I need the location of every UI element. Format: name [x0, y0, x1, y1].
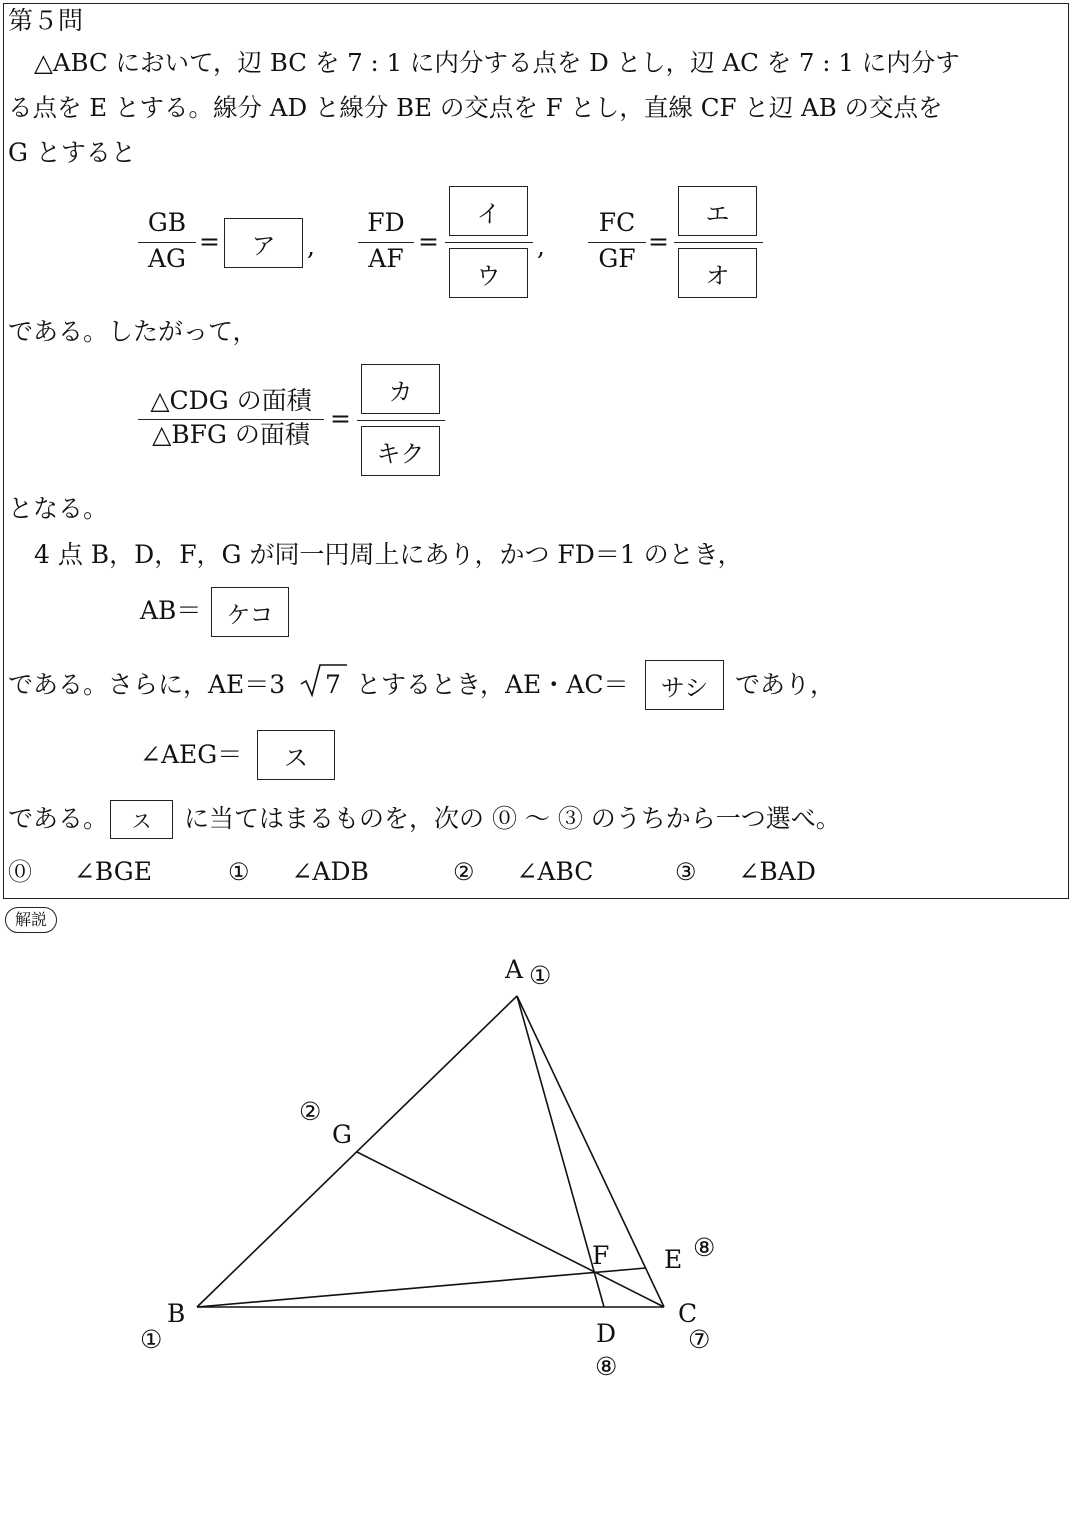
choice-text: ∠BGE	[73, 857, 152, 886]
fraction-denominator: AG	[147, 244, 187, 273]
point-label-b: B	[167, 1299, 186, 1328]
answer-box-su-reference: ス	[110, 800, 173, 839]
answer-box-kiku[interactable]: キク	[361, 426, 440, 476]
equals-sign: =	[648, 227, 669, 256]
paragraph-1-line-2: る点を E とする。線分 AD と線分 BE の交点を F とし，直線 CF と辺 AB の交点を	[8, 93, 943, 122]
fraction-bar	[358, 242, 414, 243]
fraction-fd-over-af	[356, 208, 416, 274]
fraction-numerator: △CDG の面積	[150, 386, 312, 415]
paragraph-3-pre: である。さらに，AE＝3	[8, 670, 286, 699]
ratio-label-a: ①	[529, 961, 552, 990]
point-label-c: C	[678, 1299, 698, 1328]
text-naru: となる。	[8, 494, 109, 523]
paragraph-1-line-3: G とすると	[8, 138, 136, 167]
segment-cg	[357, 1152, 664, 1307]
choice-3[interactable]	[675, 857, 816, 887]
choice-text: ∠ABC	[516, 857, 594, 886]
comma: ,	[307, 232, 315, 261]
answer-box-su[interactable]: ス	[257, 730, 335, 780]
ratio-label-b: ①	[140, 1325, 163, 1354]
answer-box-sashi[interactable]: サシ	[645, 660, 724, 710]
point-label-a: A	[505, 955, 524, 984]
text-therefore: である。したがって，	[8, 317, 258, 346]
segment-ab	[197, 996, 517, 1307]
fraction-numerator: GB	[147, 208, 187, 237]
sqrt-radicand: 7	[325, 670, 341, 699]
choice-0[interactable]	[8, 857, 152, 887]
ratio-label-c: ⑦	[688, 1325, 711, 1354]
choice-2[interactable]	[453, 857, 593, 887]
paragraph-4-pre: である。	[8, 804, 109, 833]
fraction-numerator: FD	[367, 208, 405, 237]
ratio-label-e: ⑧	[693, 1233, 716, 1262]
choice-number: ③	[675, 858, 697, 886]
choice-text: ∠ADB	[291, 857, 369, 886]
fraction-fc-over-gf	[586, 208, 648, 274]
answer-box-a[interactable]: ア	[224, 218, 303, 268]
paragraph-4-post: に当てはまるものを，次の ⓪ 〜 ③ のうちから一つ選べ。	[184, 804, 841, 833]
triangle-figure	[0, 950, 1075, 1510]
problem-heading: 第５問	[8, 6, 84, 35]
answer-fraction-bar	[674, 242, 763, 243]
answer-box-i[interactable]: イ	[449, 186, 528, 236]
answer-box-o[interactable]: オ	[678, 248, 757, 298]
aeg-label: ∠AEG＝	[140, 740, 243, 769]
fraction-denominator: AF	[368, 244, 404, 273]
equals-sign: =	[330, 404, 351, 433]
choice-text: ∠BAD	[738, 857, 816, 886]
point-label-e: E	[664, 1245, 683, 1274]
ratio-label-d: ⑧	[595, 1352, 618, 1381]
point-label-f: F	[592, 1241, 610, 1270]
fraction-bar	[138, 419, 324, 420]
fraction-denominator: GF	[598, 244, 636, 273]
equals-sign: =	[418, 227, 439, 256]
answer-fraction-bar	[445, 242, 533, 243]
choice-number: ①	[228, 858, 250, 886]
paragraph-1-line-1: △ABC において，辺 BC を 7 : 1 に内分する点を D とし，辺 AC を 7 : 1 に内分す	[34, 48, 960, 77]
ab-label: AB＝	[140, 596, 202, 625]
segment-be	[197, 1268, 646, 1307]
equals-sign: =	[199, 227, 220, 256]
fraction-gb-over-ag	[136, 208, 198, 274]
ratio-label-g: ②	[299, 1097, 322, 1126]
answer-box-ka[interactable]: カ	[361, 364, 440, 414]
paragraph-3-mid: とするとき，AE・AC＝	[356, 670, 629, 699]
paragraph-3-post: であり，	[735, 670, 836, 699]
point-label-g: G	[332, 1120, 352, 1149]
answer-box-keko[interactable]: ケコ	[211, 587, 289, 637]
answer-box-e[interactable]: エ	[678, 186, 757, 236]
point-label-d: D	[596, 1319, 617, 1348]
fraction-bar	[588, 242, 646, 243]
choice-number: ②	[453, 858, 475, 886]
fraction-numerator: FC	[598, 208, 636, 237]
choice-1[interactable]	[228, 857, 369, 887]
explanation-badge: 解説	[5, 907, 57, 933]
answer-box-u[interactable]: ウ	[449, 248, 528, 298]
fraction-denominator: △BFG の面積	[152, 420, 310, 449]
paragraph-2: 4 点 B，D，F，G が同一円周上にあり，かつ FD＝1 のとき，	[34, 540, 743, 569]
comma: ,	[537, 232, 545, 261]
fraction-area-ratio	[136, 386, 326, 450]
choice-number: ⓪	[8, 858, 32, 886]
answer-fraction-bar	[357, 420, 445, 421]
fraction-bar	[138, 242, 196, 243]
